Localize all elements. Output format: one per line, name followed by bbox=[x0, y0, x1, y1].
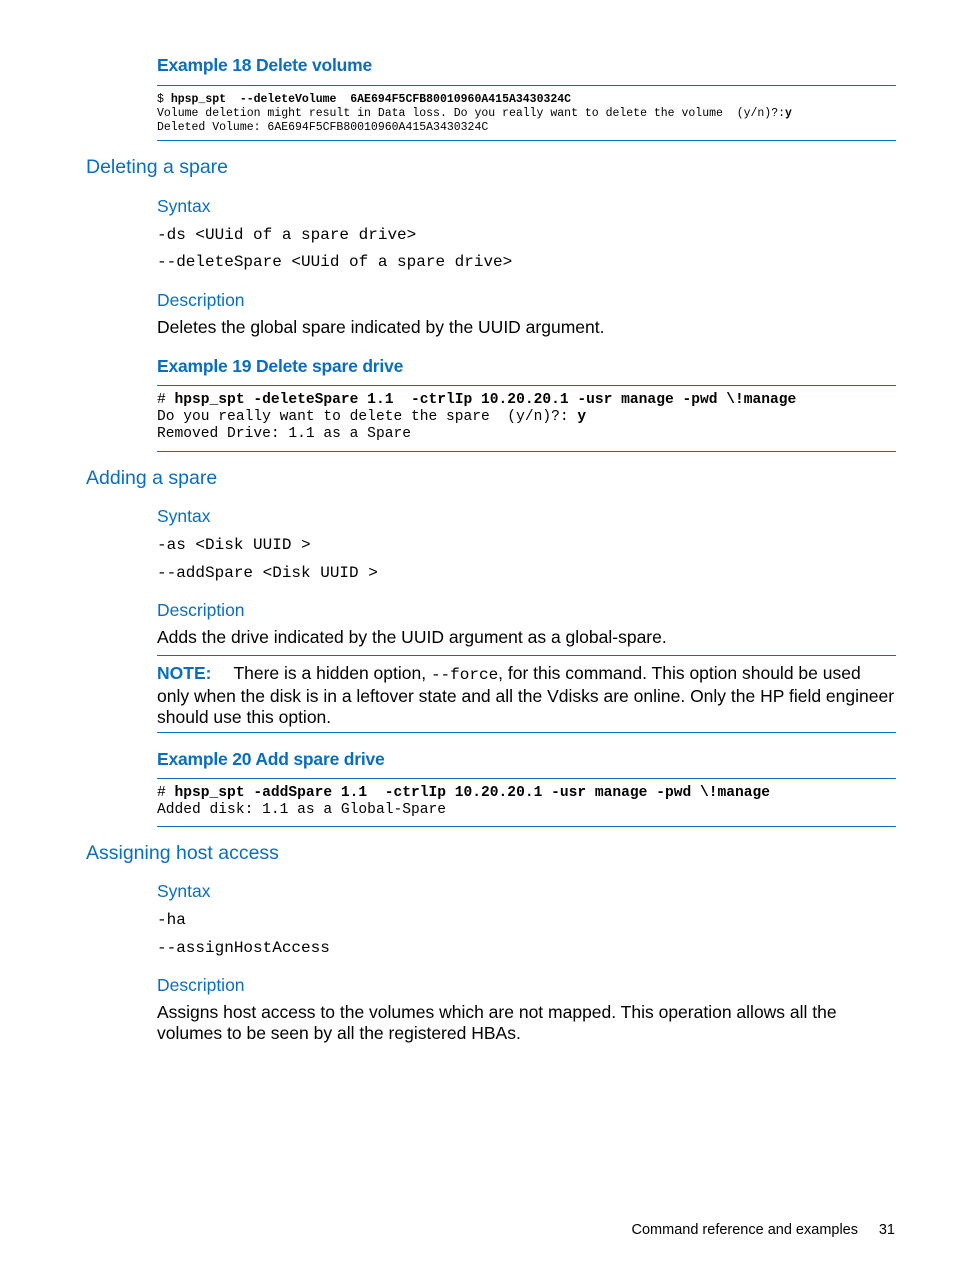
syntax-line: -as <Disk UUID > bbox=[157, 536, 311, 554]
code-output: Deleted Volume: 6AE694F5CFB80010960A415A3430324C bbox=[157, 121, 489, 134]
example-20-top-rule bbox=[157, 778, 896, 779]
code-output: Volume deletion might result in Data loss. Do you really want to delete the volume (y/n)?: bbox=[157, 107, 786, 120]
note-top-rule bbox=[157, 655, 896, 656]
code-prompt: # bbox=[157, 785, 175, 801]
code-command: hpsp_spt --deleteVolume 6AE694F5CFB80010960A415A3430324C bbox=[170, 93, 572, 106]
code-output: Added disk: 1.1 as a Global-Spare bbox=[157, 802, 447, 818]
section-heading-adding-spare: Adding a spare bbox=[86, 467, 218, 489]
syntax-heading: Syntax bbox=[157, 506, 211, 526]
example-20-bottom-rule bbox=[157, 826, 896, 827]
note-block bbox=[157, 663, 897, 728]
example-18-code bbox=[157, 93, 792, 135]
code-prompt: $ bbox=[157, 93, 171, 106]
note-code: --force bbox=[430, 666, 499, 684]
code-answer: y bbox=[577, 409, 587, 425]
syntax-heading: Syntax bbox=[157, 881, 211, 901]
syntax-heading: Syntax bbox=[157, 196, 211, 216]
syntax-line: -ds <UUid of a spare drive> bbox=[157, 226, 417, 244]
code-prompt: # bbox=[157, 392, 175, 408]
example-18-top-rule bbox=[157, 85, 896, 86]
example-18-title: Example 18 Delete volume bbox=[157, 55, 373, 75]
page-number: 31 bbox=[878, 1222, 895, 1238]
example-18-bottom-rule bbox=[157, 140, 896, 141]
section-heading-deleting-spare: Deleting a spare bbox=[86, 156, 229, 178]
description-heading: Description bbox=[157, 975, 245, 995]
code-command: hpsp_spt -addSpare 1.1 -ctrlIp 10.20.20.1 -usr manage -pwd \!manage bbox=[174, 785, 771, 801]
code-command: hpsp_spt -deleteSpare 1.1 -ctrlIp 10.20.20.1 -usr manage -pwd \!manage bbox=[174, 392, 797, 408]
note-text: There is a hidden option, bbox=[233, 663, 431, 683]
code-answer: y bbox=[785, 107, 792, 120]
example-20-title: Example 20 Add spare drive bbox=[157, 749, 385, 769]
example-19-top-rule bbox=[157, 385, 896, 386]
note-bottom-rule bbox=[157, 732, 896, 733]
description-heading: Description bbox=[157, 290, 245, 310]
description-text: Deletes the global spare indicated by the UUID argument. bbox=[157, 317, 605, 337]
syntax-line: --deleteSpare <UUid of a spare drive> bbox=[157, 253, 513, 271]
description-text: Adds the drive indicated by the UUID argument as a global-spare. bbox=[157, 627, 667, 647]
syntax-line: -ha bbox=[157, 911, 186, 929]
example-19-code bbox=[157, 392, 796, 443]
section-heading-assigning-host-access: Assigning host access bbox=[86, 842, 279, 864]
description-text: Assigns host access to the volumes which are not mapped. This operation allows all the volumes to be seen by all the registered HBAs. bbox=[157, 1002, 837, 1043]
description-heading: Description bbox=[157, 600, 245, 620]
note-text: , for this command. This option should be used only when the disk is in a leftover state and all the Vdisks are online. Only the HP field engineer should use this option. bbox=[157, 663, 895, 727]
footer-section-title: Command reference and examples bbox=[631, 1222, 858, 1238]
example-19-bottom-rule bbox=[157, 451, 896, 452]
example-20-code bbox=[157, 785, 770, 819]
code-output: Do you really want to delete the spare (y/n)?: bbox=[157, 409, 578, 425]
example-19-title: Example 19 Delete spare drive bbox=[157, 356, 404, 376]
syntax-line: --addSpare <Disk UUID > bbox=[157, 564, 378, 582]
syntax-line: --assignHostAccess bbox=[157, 939, 330, 957]
note-label: NOTE: bbox=[157, 663, 212, 683]
code-output: Removed Drive: 1.1 as a Spare bbox=[157, 426, 411, 442]
